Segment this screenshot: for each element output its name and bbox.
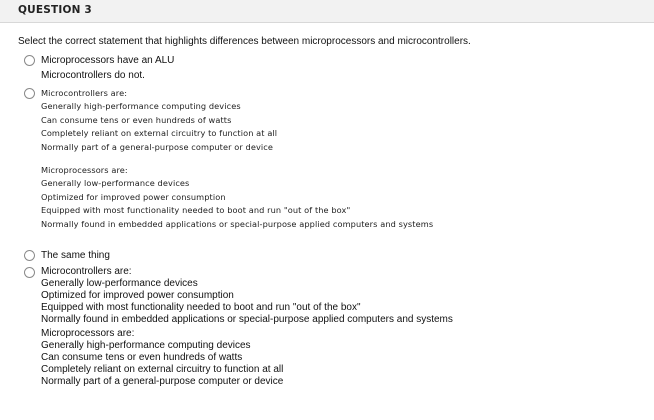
radio-button[interactable] [24, 88, 35, 99]
option-line: Can consume tens or even hundreds of watts [41, 352, 243, 363]
option-line: Can consume tens or even hundreds of watts [41, 114, 232, 125]
option-line: Generally high-performance computing devices [41, 101, 241, 112]
option-line: Generally high-performance computing devices [41, 340, 251, 351]
question-prompt: Select the correct statement that highlights differences between microprocessors and microcontrollers. [18, 36, 471, 47]
spacer [41, 154, 433, 164]
option-line: Completely reliant on external circuitry to function at all [41, 128, 278, 139]
radio-button[interactable] [24, 267, 35, 278]
radio-button[interactable] [24, 55, 35, 66]
option-line: Microprocessors have an ALU [41, 55, 175, 66]
option-line: Equipped with most functionality needed to boot and run "out of the box" [41, 205, 351, 216]
option-line: Microcontrollers do not. [41, 70, 145, 81]
option-line: Completely reliant on external circuitry to function at all [41, 364, 284, 375]
option-text [41, 54, 174, 82]
option-text [41, 249, 110, 262]
option-line: Optimized for improved power consumption [41, 191, 226, 202]
option-line: Generally low-performance devices [41, 178, 190, 189]
option-line: Microcontrollers are: [41, 266, 132, 277]
option-text [41, 266, 453, 388]
option-line: Microcontrollers are: [41, 88, 128, 98]
question-title: QUESTION 3 [18, 4, 92, 16]
option-line: Normally part of a general-purpose computer or device [41, 376, 284, 387]
option-line: Microprocessors are: [41, 328, 135, 339]
option-line: Microprocessors are: [41, 164, 128, 175]
option-line: Normally found in embedded applications or special-purpose applied computers and systems [41, 314, 453, 325]
radio-button[interactable] [24, 250, 35, 261]
option-line: Normally part of a general-purpose computer or device [41, 141, 274, 152]
option-text [41, 87, 433, 231]
option-line: The same thing [41, 250, 110, 261]
option-line: Optimized for improved power consumption [41, 290, 234, 301]
option-line: Generally low-performance devices [41, 278, 198, 289]
option-line: Normally found in embedded applications or special-purpose applied computers and systems [41, 218, 434, 229]
question-header [0, 0, 654, 23]
option-line: Equipped with most functionality needed to boot and run "out of the box" [41, 302, 361, 313]
